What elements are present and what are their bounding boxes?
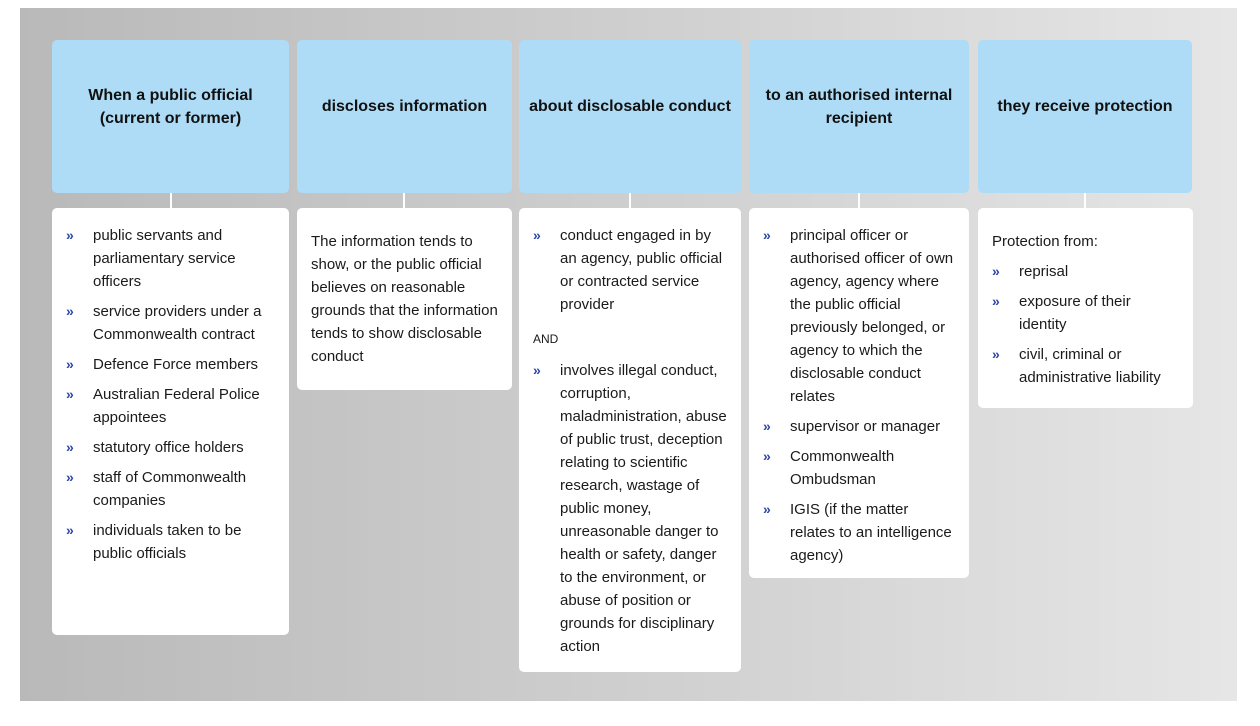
chevron-double-right-icon: »	[533, 227, 541, 243]
list-item: » statutory office holders	[66, 436, 277, 459]
step-2-header	[297, 40, 512, 193]
chevron-double-right-icon: »	[66, 469, 74, 485]
authorised-recipient-list	[763, 224, 957, 567]
and-conjunction: AND	[533, 332, 559, 346]
list-item: » staff of Commonwealth companies	[66, 466, 277, 512]
step-1-heading: When a public official (current or former)	[88, 86, 253, 127]
step-2-details	[297, 208, 512, 390]
step-3-heading: about disclosable conduct	[529, 98, 731, 115]
list-item: » civil, criminal or administrative liability	[992, 343, 1181, 389]
protection-list	[992, 260, 1181, 389]
list-item: » Commonwealth Ombudsman	[763, 445, 957, 491]
step-1-details	[52, 208, 289, 635]
list-item: » supervisor or manager	[763, 415, 957, 438]
list-item: » service providers under a Commonwealth contract	[66, 300, 277, 346]
list-item: » principal officer or authorised officer of own agency, agency where the public official previously belonged, or agency to which the disclosable conduct relates	[763, 224, 957, 408]
list-item: » individuals taken to be public officials	[66, 519, 277, 565]
conduct-type-list	[533, 359, 729, 658]
step-4-connector	[858, 193, 860, 208]
step-4-heading: to an authorised internal recipient	[765, 86, 953, 127]
list-item: » reprisal	[992, 260, 1181, 283]
list-item: » public servants and parliamentary service officers	[66, 224, 277, 293]
disclosure-description: The information tends to show, or the public official believes on reasonable grounds that the information tends to show disclosable conduct	[311, 233, 498, 365]
chevron-double-right-icon: »	[763, 418, 771, 434]
chevron-double-right-icon: »	[763, 501, 771, 517]
step-5-heading: they receive protection	[997, 98, 1173, 115]
public-official-types-list	[66, 224, 277, 565]
chevron-double-right-icon: »	[66, 439, 74, 455]
chevron-double-right-icon: »	[992, 293, 1000, 309]
list-item: » involves illegal conduct, corruption, maladministration, abuse of public trust, deception relating to scientific research, wastage of public money, unreasonable danger to health or safety, danger to the environment, or abuse of position or grounds for disciplinary action	[533, 359, 729, 658]
chevron-double-right-icon: »	[66, 386, 74, 402]
step-1-connector	[170, 193, 172, 208]
chevron-double-right-icon: »	[992, 346, 1000, 362]
protection-intro: Protection from:	[992, 233, 1098, 250]
chevron-double-right-icon: »	[533, 362, 541, 378]
step-3-details	[519, 208, 741, 672]
list-item: » conduct engaged in by an agency, public official or contracted service provider	[533, 224, 729, 316]
step-4-details	[749, 208, 969, 578]
chevron-double-right-icon: »	[992, 263, 1000, 279]
chevron-double-right-icon: »	[66, 227, 74, 243]
list-item: » Australian Federal Police appointees	[66, 383, 277, 429]
chevron-double-right-icon: »	[66, 303, 74, 319]
chevron-double-right-icon: »	[763, 227, 771, 243]
conduct-source-list	[533, 224, 729, 316]
step-1-header	[52, 40, 289, 193]
list-item: » exposure of their identity	[992, 290, 1181, 336]
step-5-details	[978, 208, 1193, 408]
step-2-connector	[403, 193, 405, 208]
step-5-header	[978, 40, 1192, 193]
step-4-header	[749, 40, 969, 193]
chevron-double-right-icon: »	[763, 448, 771, 464]
chevron-double-right-icon: »	[66, 356, 74, 372]
chevron-double-right-icon: »	[66, 522, 74, 538]
list-item: » Defence Force members	[66, 353, 277, 376]
step-3-header	[519, 40, 741, 193]
step-3-connector	[629, 193, 631, 208]
step-2-heading: discloses information	[321, 98, 488, 115]
list-item: » IGIS (if the matter relates to an intelligence agency)	[763, 498, 957, 567]
step-5-connector	[1084, 193, 1086, 208]
